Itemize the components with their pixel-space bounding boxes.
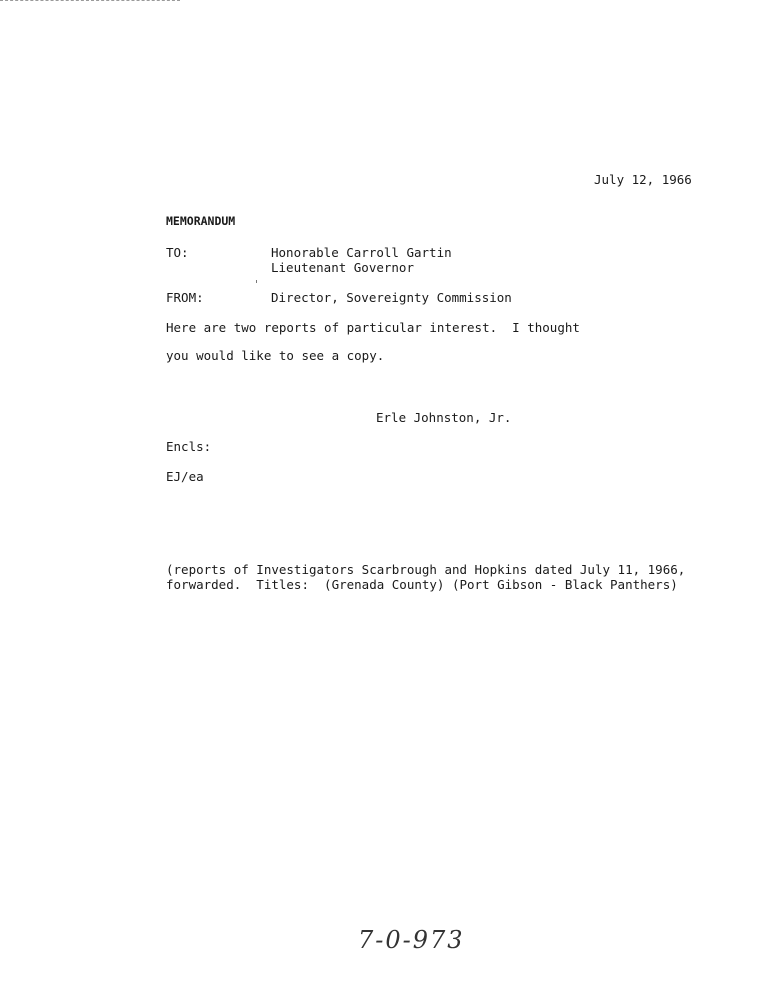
recipient-name: Honorable Carroll Gartin — [271, 245, 452, 260]
handwritten-document-number: 7-0-973 — [358, 926, 465, 954]
body-line-1: Here are two reports of particular interest. I thought — [166, 320, 580, 335]
recipient-title: Lieutenant Governor — [271, 260, 414, 275]
signature-name: Erle Johnston, Jr. — [376, 410, 512, 425]
paper-speck — [256, 280, 257, 283]
to-label: TO: — [166, 245, 189, 260]
reports-note-line-1: (reports of Investigators Scarbrough and Hopkins dated July 11, 1966, — [166, 562, 686, 577]
typist-initials: EJ/ea — [166, 469, 204, 484]
enclosures-label: Encls: — [166, 439, 212, 454]
memo-heading: MEMORANDUM — [166, 214, 236, 228]
from-label: FROM: — [166, 290, 204, 305]
top-dashed-edge — [0, 0, 180, 1]
reports-note-line-2: forwarded. Titles: (Grenada County) (Port Gibson - Black Panthers) — [166, 577, 678, 592]
body-line-2: you would like to see a copy. — [166, 348, 385, 363]
sender: Director, Sovereignty Commission — [271, 290, 512, 305]
memo-date: July 12, 1966 — [594, 172, 692, 187]
